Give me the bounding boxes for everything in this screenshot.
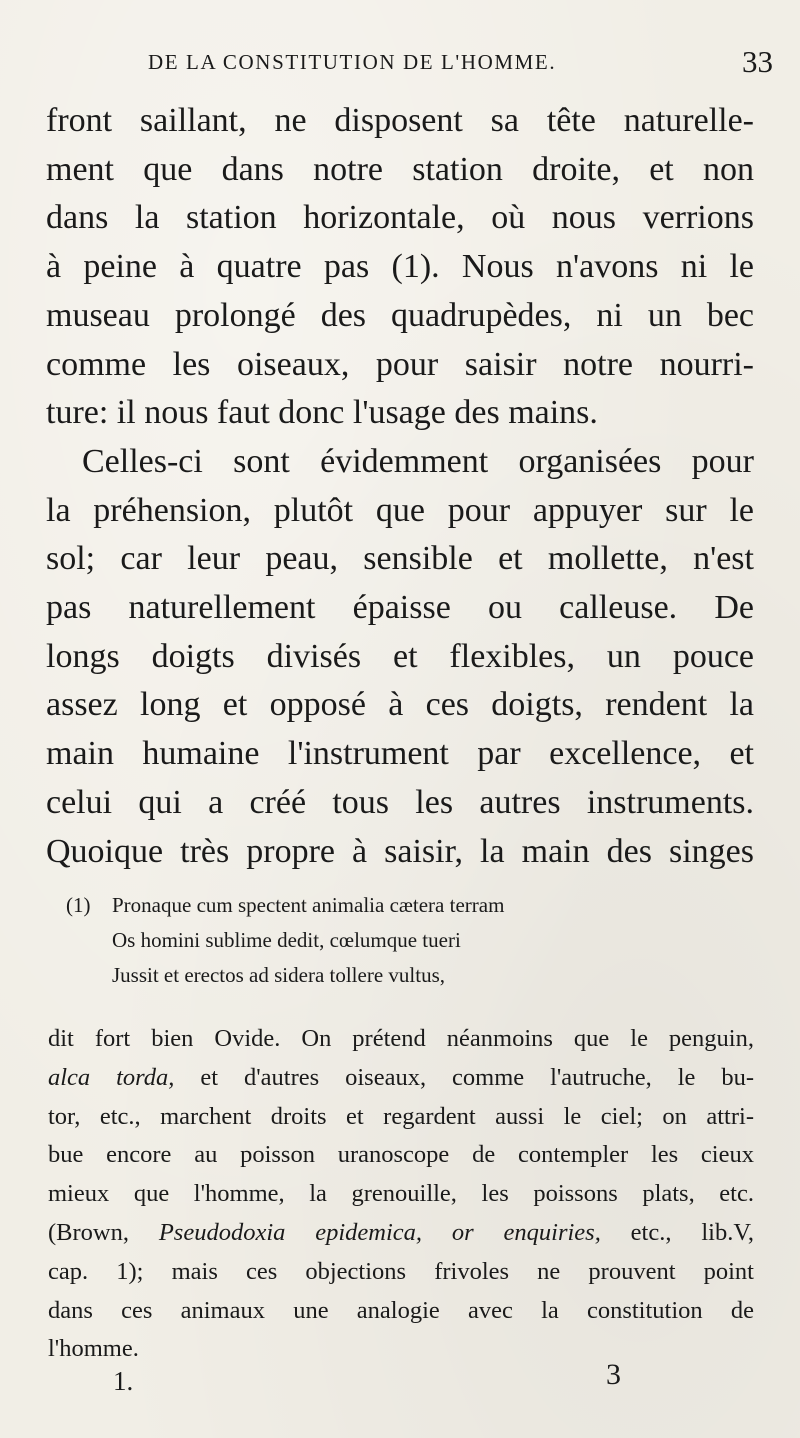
footnote-continuation (48, 1020, 754, 1369)
footnote-line: l'homme. (48, 1335, 139, 1363)
body-line: comme les oiseaux, pour saisir notre nourri- (46, 345, 754, 383)
footnote-line: dans ces animaux une analogie avec la constitution de (48, 1296, 754, 1324)
page-number: 33 (742, 44, 773, 79)
footnote-verse: Jussit et erectos ad sidera tollere vultus, (112, 963, 445, 987)
body-line: front saillant, ne disposent sa tête naturelle- (46, 102, 754, 139)
sheet-number: 3 (606, 1358, 621, 1391)
body-line: Quoique très propre à saisir, la main des singes (46, 832, 754, 870)
body-line: longs doigts divisés et flexibles, un pouce (46, 637, 754, 675)
body-line: ment que dans notre station droite, et non (46, 150, 754, 188)
body-line: dans la station horizontale, où nous verrions (46, 199, 754, 237)
body-line: celui qui a créé tous les autres instruments. (46, 783, 754, 821)
body-line: main humaine l'instrument par excellence, et (46, 735, 754, 773)
body-line: ture: il nous faut donc l'usage des mains. (46, 394, 598, 432)
footnote-verse-text: Pronaque cum spectent animalia cætera terram (112, 893, 505, 917)
footnote-line: cap. 1); mais ces objections frivoles ne prouvent point (48, 1257, 754, 1285)
footnote-line (48, 1059, 754, 1098)
body-text (46, 97, 754, 876)
footnote-line: bue encore au poisson uranoscope de contempler les cieux (48, 1141, 754, 1169)
footnote-text: (Brown, (48, 1218, 159, 1246)
footnote-line (48, 1214, 754, 1253)
body-line: à peine à quatre pas (1). Nous n'avons ni le (46, 248, 754, 286)
footnote-line: tor, etc., marchent droits et regardent aussi le ciel; on attri- (48, 1102, 754, 1130)
footnote-text: et d'autres oiseaux, comme l'autruche, le bu- (174, 1063, 754, 1091)
body-line: assez long et opposé à ces doigts, rendent la (46, 686, 754, 724)
footnote-line: dit fort bien Ovide. On prétend néanmoins que le penguin, (48, 1025, 754, 1052)
footnote (66, 888, 756, 993)
volume-mark: 1. (113, 1366, 134, 1396)
body-line: sol; car leur peau, sensible et mollette, n'est (46, 540, 754, 578)
footnote-italic: alca torda, (48, 1063, 175, 1091)
body-line: pas naturellement épaisse ou calleuse. De (46, 589, 754, 627)
footnote-line: mieux que l'homme, la grenouille, les poissons plats, etc. (48, 1180, 754, 1208)
body-line: museau prolongé des quadrupèdes, ni un bec (46, 296, 754, 334)
footnote-verse: Os homini sublime dedit, cœlumque tueri (112, 928, 461, 952)
footnote-verse (66, 888, 756, 923)
running-head: DE LA CONSTITUTION DE L'HOMME. (148, 50, 557, 74)
footnote-text: etc., lib.V, (600, 1218, 754, 1246)
body-line: la préhension, plutôt que pour appuyer sur le (46, 491, 754, 529)
footnote-marker: (1) (66, 893, 91, 917)
page-header (148, 44, 773, 80)
footnote-italic: Pseudodoxia epidemica, or enquiries, (158, 1218, 601, 1246)
body-line: Celles-ci sont évidemment organisées pour (82, 442, 754, 480)
